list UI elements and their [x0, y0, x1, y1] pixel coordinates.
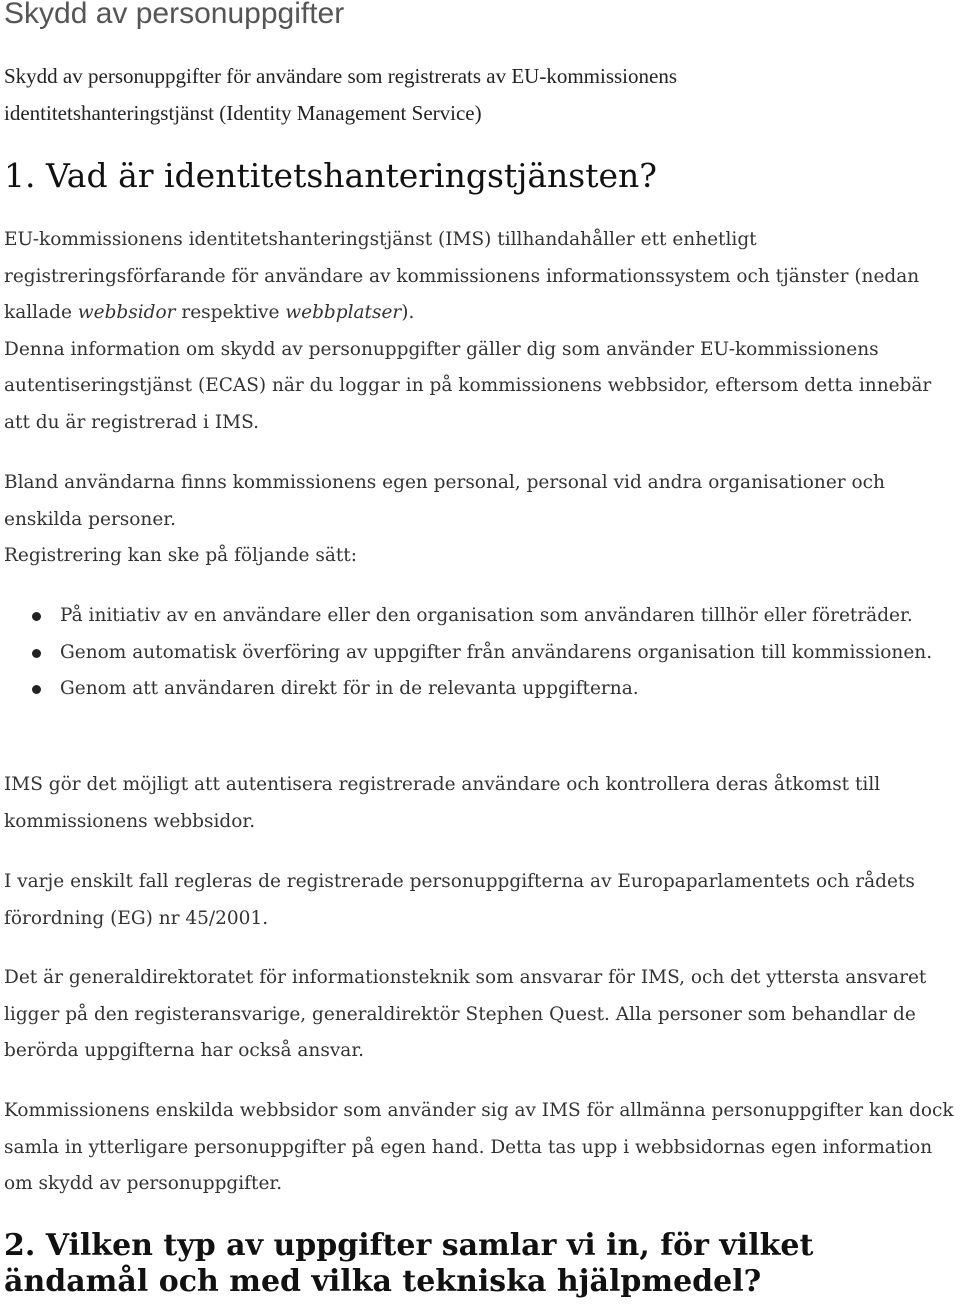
document-subtitle [4, 58, 944, 132]
list-item-text: På initiativ av en användare eller den organisation som användaren tillhör eller företräder. [60, 605, 913, 626]
registration-methods-list [4, 598, 960, 708]
paragraph-authentication: IMS gör det möjligt att autentisera registrerade användare och kontrollera deras åtkomst till kommissionens webbsidor. [4, 774, 881, 832]
paragraph-ims-intro-text-2: respektive [175, 302, 286, 323]
list-item [4, 598, 960, 635]
paragraph-responsibility: Det är generaldirektoratet för informationsteknik som ansvarar för IMS, och det yttersta ansvaret ligger på den registeransvarige, generaldirektör Stephen Quest. Alla personer som behandlar de berörda uppgifterna har också ansvar. [4, 967, 927, 1061]
paragraph-users: Bland användarna finns kommissionens egen personal, personal vid andra organisationer och enskilda personer. [4, 472, 885, 530]
document-title: Skydd av personuppgifter [4, 0, 345, 30]
paragraph-ecas: Denna information om skydd av personuppgifter gäller dig som använder EU-kommissionens autentiseringstjänst (ECAS) när du loggar in på kommissionens webbsidor, eftersom detta innebär att du är registrerad i IMS. [4, 338, 932, 433]
paragraph-registration-intro: Registrering kan ske på följande sätt: [4, 545, 357, 566]
list-item-text: Genom att användaren direkt för in de relevanta uppgifterna. [60, 678, 639, 699]
bullet-icon [32, 685, 41, 694]
paragraph-ims-intro [4, 222, 960, 332]
section-1-paragraphs-b [4, 465, 960, 575]
paragraph-ims-intro-text-3: ). [401, 302, 415, 323]
paragraph-additional-data: Kommissionens enskilda webbsidor som använder sig av IMS för allmänna personuppgifter kan dock samla in ytterligare personuppgifter på egen hand. Detta tas upp i webbsidornas egen information om skydd av personuppgifter. [4, 1100, 954, 1194]
paragraph-regulation: I varje enskilt fall regleras de registrerade personuppgifterna av Europaparlamentets och rådets förordning (EG) nr 45/2001. [4, 871, 915, 929]
section-1-paragraphs-a [4, 222, 960, 441]
term-webbsidor: webbsidor [77, 302, 176, 323]
subtitle-line-1: Skydd av personuppgifter för användare som registrerats av EU-kommissionens [4, 64, 678, 88]
list-item [4, 671, 960, 708]
bullet-icon [32, 649, 41, 658]
section-2-heading: 2. Vilken typ av uppgifter samlar vi in, för vilket ändamål och med vilka tekniska hjälpmedel? [4, 1228, 814, 1299]
list-item-text: Genom automatisk överföring av uppgifter från användarens organisation till kommissionen. [60, 641, 933, 663]
paragraph-ims-intro-text-1: EU-kommissionens identitetshanteringstjänst (IMS) tillhandahåller ett enhetligt registreringsförfarande för användare av kommissionens informationssystem och tjänster (nedan kallade [4, 229, 920, 323]
list-item [4, 635, 960, 672]
section-1-heading: 1. Vad är identitetshanteringstjänsten? [4, 156, 657, 195]
term-webbplatser: webbplatser [285, 302, 402, 323]
subtitle-line-2: identitetshanteringstjänst (Identity Management Service) [4, 101, 482, 125]
bullet-icon [32, 612, 41, 621]
